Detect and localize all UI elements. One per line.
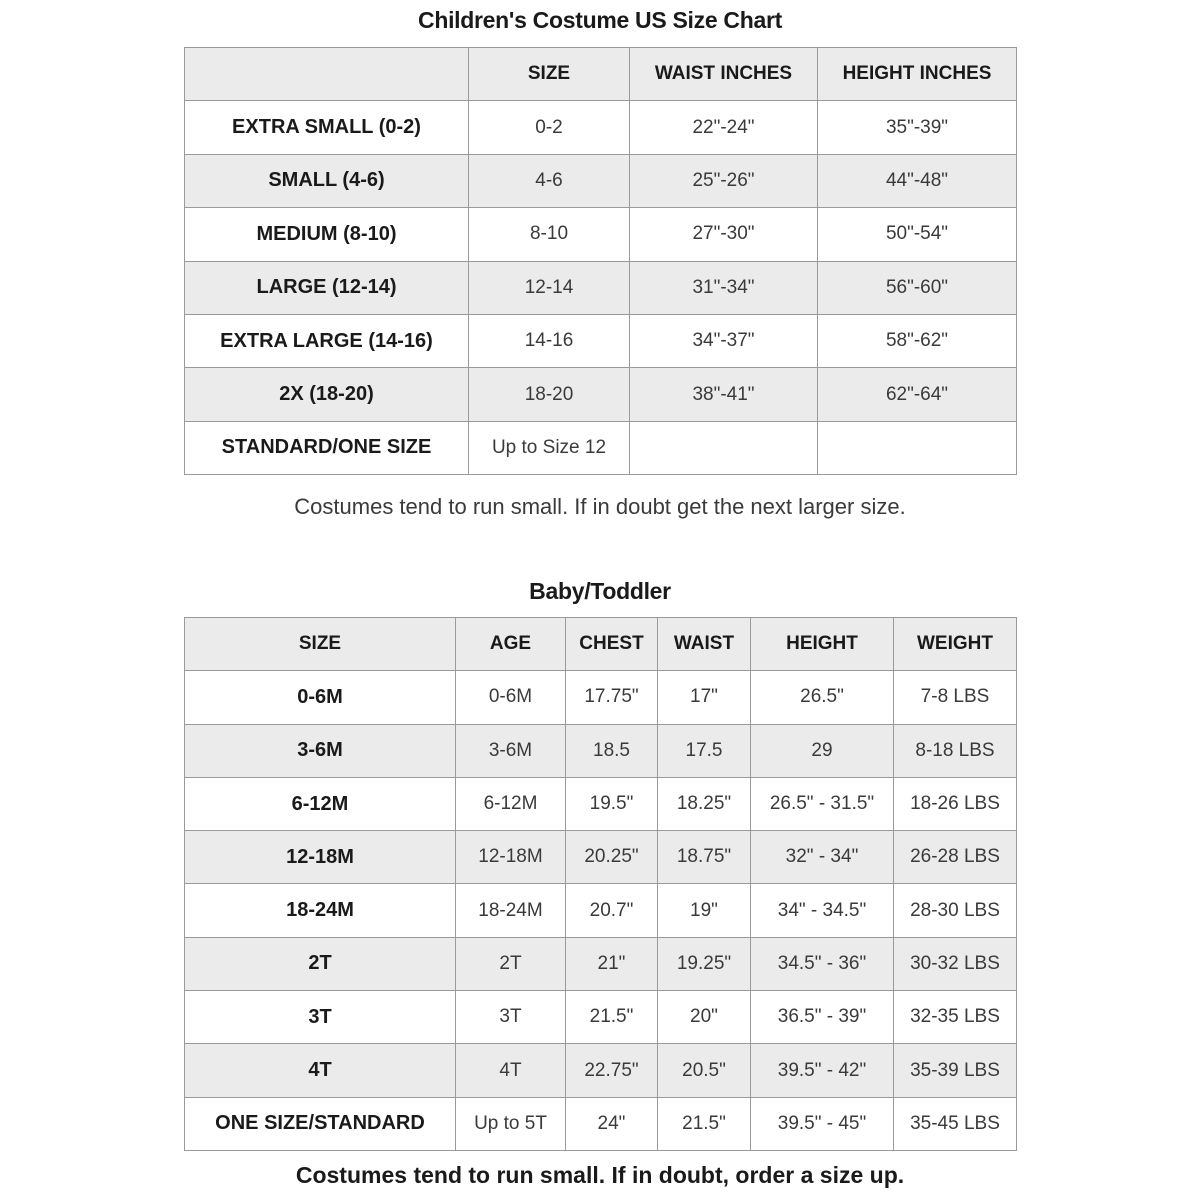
row-label: ONE SIZE/STANDARD: [185, 1097, 456, 1150]
table-cell: 19.5": [566, 777, 658, 830]
table-row: [185, 991, 1017, 1044]
childrens-chart-title: Children's Costume US Size Chart: [418, 7, 782, 33]
header-cell: WAIST INCHES: [630, 48, 818, 101]
table-row: [185, 777, 1017, 830]
table-cell: Up to Size 12: [469, 421, 630, 474]
table-cell: 4T: [456, 1044, 566, 1097]
table-cell: [818, 421, 1017, 474]
baby-chart-title: Baby/Toddler: [529, 578, 671, 604]
table-cell: 12-14: [469, 261, 630, 314]
table-cell: 26.5" - 31.5": [751, 777, 894, 830]
baby-chart-note: Costumes tend to run small. If in doubt, order a size up.: [295, 1162, 905, 1188]
table-cell: 35-45 LBS: [894, 1097, 1017, 1150]
table-cell: 35"-39": [818, 101, 1017, 154]
row-label: 12-18M: [185, 831, 456, 884]
table-cell: 50"-54": [818, 208, 1017, 261]
table-cell: 21.5": [658, 1097, 751, 1150]
table-cell: 31"-34": [630, 261, 818, 314]
table-cell: 20.7": [566, 884, 658, 937]
table-cell: 34" - 34.5": [751, 884, 894, 937]
table-cell: 39.5" - 42": [751, 1044, 894, 1097]
table-row: [185, 421, 1017, 474]
baby-size-table: [184, 617, 1017, 1151]
table-cell: 38"-41": [630, 368, 818, 421]
table-cell: 24": [566, 1097, 658, 1150]
table-cell: 36.5" - 39": [751, 991, 894, 1044]
table-cell: [630, 421, 818, 474]
table-cell: 30-32 LBS: [894, 937, 1017, 990]
table-cell: 18-20: [469, 368, 630, 421]
table-cell: 27"-30": [630, 208, 818, 261]
table-header-row: [185, 48, 1017, 101]
row-label: STANDARD/ONE SIZE: [185, 421, 469, 474]
header-cell: WAIST: [658, 618, 751, 671]
table-cell: 19": [658, 884, 751, 937]
table-cell: 20.25": [566, 831, 658, 884]
table-row: [185, 671, 1017, 724]
table-row: [185, 101, 1017, 154]
row-label: 0-6M: [185, 671, 456, 724]
table-cell: 18.75": [658, 831, 751, 884]
table-cell: 18-24M: [456, 884, 566, 937]
table-row: [185, 724, 1017, 777]
table-header-row: [185, 618, 1017, 671]
table-cell: 26-28 LBS: [894, 831, 1017, 884]
table-cell: 0-2: [469, 101, 630, 154]
table-row: [185, 261, 1017, 314]
table-cell: 32-35 LBS: [894, 991, 1017, 1044]
table-cell: 56"-60": [818, 261, 1017, 314]
row-label: EXTRA LARGE (14-16): [185, 314, 469, 367]
row-label: 18-24M: [185, 884, 456, 937]
table-cell: 8-18 LBS: [894, 724, 1017, 777]
table-cell: 35-39 LBS: [894, 1044, 1017, 1097]
table-cell: 21.5": [566, 991, 658, 1044]
table-row: [185, 1044, 1017, 1097]
table-cell: 22.75": [566, 1044, 658, 1097]
header-cell: SIZE: [469, 48, 630, 101]
row-label: 2T: [185, 937, 456, 990]
table-cell: 0-6M: [456, 671, 566, 724]
row-label: 3T: [185, 991, 456, 1044]
table-cell: 44"-48": [818, 154, 1017, 207]
table-cell: 29: [751, 724, 894, 777]
row-label: MEDIUM (8-10): [185, 208, 469, 261]
header-cell: AGE: [456, 618, 566, 671]
row-label: LARGE (12-14): [185, 261, 469, 314]
table-cell: 25"-26": [630, 154, 818, 207]
table-cell: 34"-37": [630, 314, 818, 367]
header-cell: CHEST: [566, 618, 658, 671]
table-cell: 17": [658, 671, 751, 724]
table-cell: 20": [658, 991, 751, 1044]
table-cell: 14-16: [469, 314, 630, 367]
childrens-chart-note: Costumes tend to run small. If in doubt get the next larger size.: [294, 494, 906, 519]
row-label: 3-6M: [185, 724, 456, 777]
row-label: SMALL (4-6): [185, 154, 469, 207]
table-row: [185, 1097, 1017, 1150]
table-cell: 6-12M: [456, 777, 566, 830]
row-label: 4T: [185, 1044, 456, 1097]
table-cell: 39.5" - 45": [751, 1097, 894, 1150]
row-label: 2X (18-20): [185, 368, 469, 421]
table-cell: Up to 5T: [456, 1097, 566, 1150]
table-cell: 17.5: [658, 724, 751, 777]
table-cell: 62"-64": [818, 368, 1017, 421]
table-row: [185, 314, 1017, 367]
header-cell: [185, 48, 469, 101]
table-cell: 22"-24": [630, 101, 818, 154]
table-cell: 18.25": [658, 777, 751, 830]
row-label: 6-12M: [185, 777, 456, 830]
table-cell: 3-6M: [456, 724, 566, 777]
table-row: [185, 937, 1017, 990]
header-cell: WEIGHT: [894, 618, 1017, 671]
table-cell: 8-10: [469, 208, 630, 261]
table-cell: 18-26 LBS: [894, 777, 1017, 830]
table-cell: 21": [566, 937, 658, 990]
table-row: [185, 368, 1017, 421]
table-cell: 32" - 34": [751, 831, 894, 884]
table-cell: 17.75": [566, 671, 658, 724]
table-cell: 2T: [456, 937, 566, 990]
table-cell: 3T: [456, 991, 566, 1044]
table-row: [185, 884, 1017, 937]
table-cell: 12-18M: [456, 831, 566, 884]
table-row: [185, 154, 1017, 207]
table-cell: 28-30 LBS: [894, 884, 1017, 937]
table-cell: 7-8 LBS: [894, 671, 1017, 724]
table-cell: 34.5" - 36": [751, 937, 894, 990]
header-cell: HEIGHT: [751, 618, 894, 671]
table-cell: 26.5": [751, 671, 894, 724]
childrens-size-table: [184, 47, 1017, 475]
header-cell: SIZE: [185, 618, 456, 671]
table-row: [185, 831, 1017, 884]
row-label: EXTRA SMALL (0-2): [185, 101, 469, 154]
table-cell: 18.5: [566, 724, 658, 777]
table-cell: 58"-62": [818, 314, 1017, 367]
header-cell: HEIGHT INCHES: [818, 48, 1017, 101]
table-cell: 20.5": [658, 1044, 751, 1097]
table-cell: 19.25": [658, 937, 751, 990]
table-row: [185, 208, 1017, 261]
table-cell: 4-6: [469, 154, 630, 207]
